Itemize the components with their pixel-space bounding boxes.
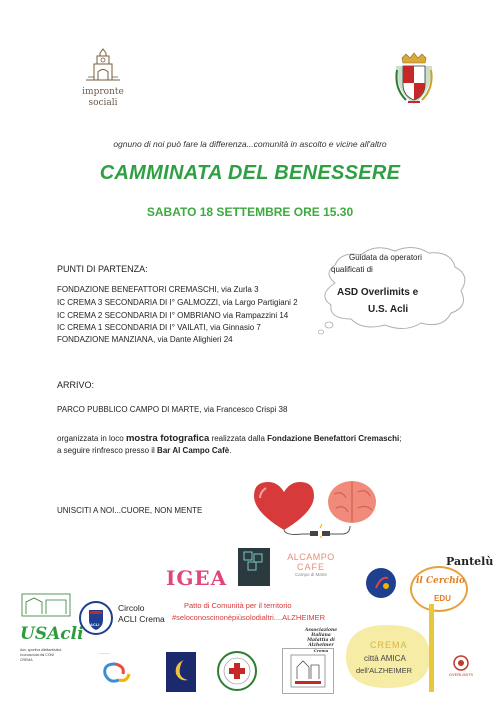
exhibition-label: mostra fotografica [125, 433, 210, 444]
il-cerchio-logo [410, 566, 468, 612]
arrival-p1: organizzata in loco [57, 434, 126, 443]
usacli-sub1: Ass. sportiva dilettantistica [20, 648, 62, 652]
lion-icon [452, 654, 470, 672]
red-cross-logo [216, 650, 258, 692]
circolo-line1: Circolo [118, 603, 145, 613]
aia-line4: Alzheimer [308, 643, 334, 648]
foundation-name: Fondazione Benefattori Cremaschi [267, 434, 400, 443]
arrival-p1-end: ; [399, 434, 402, 443]
cloud-line2: qualificati di [331, 265, 373, 274]
patto-line1: Patto di Comunità per il territorio [184, 601, 292, 610]
cloud-line1: Guidata da operatori [349, 253, 422, 262]
aia-line2: Italiana [311, 633, 331, 638]
star-icon [366, 568, 396, 598]
dark-square-logo [238, 548, 270, 586]
alcampo-line1: ALCAMPO [287, 552, 335, 562]
cerchio-line1: il Cerchio [416, 576, 466, 586]
tower-icon [68, 47, 138, 87]
brand-line2: sociali [88, 98, 118, 108]
seal-icon [283, 649, 333, 693]
departure-item: IC CREMA 1 SECONDARIA DI I° VAILATI, via Ginnasio 7 [57, 323, 261, 332]
blue-circle-logo [366, 568, 396, 598]
spiral-logo [95, 648, 135, 692]
moon-icon [166, 652, 196, 692]
arrival-place: PARCO PUBBLICO CAMPO DI MARTE, via Francesco Crispi 38 [57, 405, 288, 414]
building-icon [20, 590, 72, 624]
heart-brain-icon [246, 478, 382, 538]
tagline: ognuno di noi può fare la differenza...comunità in ascolto e vicine all'altro [113, 139, 387, 149]
crema-amica-line3: dell'ALZHEIMER [356, 666, 413, 675]
yellow-bar [429, 604, 434, 692]
cerchio-line2: EDU [434, 594, 451, 603]
arrival-paragraph2 [57, 446, 231, 455]
page-title: CAMMINATA DEL BENESSERE [99, 162, 401, 184]
impronte-sociali-logo [68, 47, 138, 109]
usacli-sub3: CREMA [20, 658, 33, 662]
pantelu-text: Pantelù [446, 555, 494, 568]
bar-name: Bar Al Campo Cafè [157, 446, 230, 455]
aia-line1: Associazione [304, 628, 338, 633]
crema-amica-line2: città AMICA [364, 654, 406, 663]
departure-item: FONDAZIONE MANZIANA, via Dante Alighieri 24 [57, 335, 233, 344]
alzheimer-association-logo [297, 628, 345, 653]
heart-brain-illustration [246, 478, 382, 538]
moon-logo [166, 652, 196, 692]
departure-heading: PUNTI DI PARTENZA: [57, 264, 148, 274]
cloud-line3: ASD Overlimits e [337, 287, 419, 298]
acli-shield-logo [78, 600, 114, 636]
cube-icon [238, 548, 270, 574]
cloud-line4: U.S. Acli [368, 304, 409, 315]
arrival-p1-mid: realizzata dalla [209, 434, 268, 443]
departure-item: IC CREMA 2 SECONDARIA DI I° OMBRIANO via Rampazzini 14 [57, 311, 289, 320]
seal-logo [282, 648, 334, 694]
alcampo-line3: Campo di Marte [294, 572, 327, 577]
departure-item: FONDAZIONE BENEFATTORI CREMASCHI, via Zurla 3 [57, 285, 259, 294]
svg-text:~~~~~~: ~~~~~~ [99, 651, 110, 655]
igea-logo [166, 566, 227, 590]
coat-of-arms-icon [392, 52, 436, 110]
patto-line2: #seloconoscinonèpiùsolodialtri....ALZHEIMER [172, 613, 325, 622]
slogan: UNISCITI A NOI...CUORE, NON MENTE [57, 506, 203, 515]
pantelu-logo [446, 555, 493, 568]
arrival-p2-end: . [229, 446, 232, 455]
arrival-paragraph1 [57, 433, 401, 444]
usacli-sub2: riconosciuta dal CONI [20, 653, 55, 657]
arrival-p2: a seguire rinfresco presso il [57, 446, 158, 455]
usacli-logo [20, 590, 84, 680]
overlimits-logo [446, 654, 476, 677]
igea-text: IGEA [166, 566, 228, 590]
spiral-icon [95, 648, 135, 692]
alcampo-line2: CAFE [296, 562, 325, 572]
overlimits-text: OVERLIMITS [448, 672, 474, 677]
circolo-line2: ACLI Crema [118, 614, 165, 624]
usacli-text: USAcli [20, 624, 84, 644]
guide-cloud [313, 243, 473, 335]
crema-amica-logo [340, 622, 436, 692]
acli-shield-text: ACLI [90, 622, 100, 627]
crema-amica-line1: CREMA [370, 640, 408, 650]
aia-line5: Crema [313, 648, 329, 653]
arrival-heading: ARRIVO: [57, 380, 95, 390]
cross-icon [216, 650, 258, 692]
departure-item: IC CREMA 3 SECONDARIA DI I° GALMOZZI, via Largo Partigiani 2 [57, 298, 298, 307]
aia-line3: Malattia di [307, 638, 335, 643]
shield-icon [78, 600, 114, 636]
alcampo-logo [283, 552, 339, 577]
brand-line1: impronte [82, 87, 124, 97]
event-date: SABATO 18 SETTEMBRE ORE 15.30 [146, 205, 354, 219]
crema-coat-of-arms [392, 52, 436, 110]
